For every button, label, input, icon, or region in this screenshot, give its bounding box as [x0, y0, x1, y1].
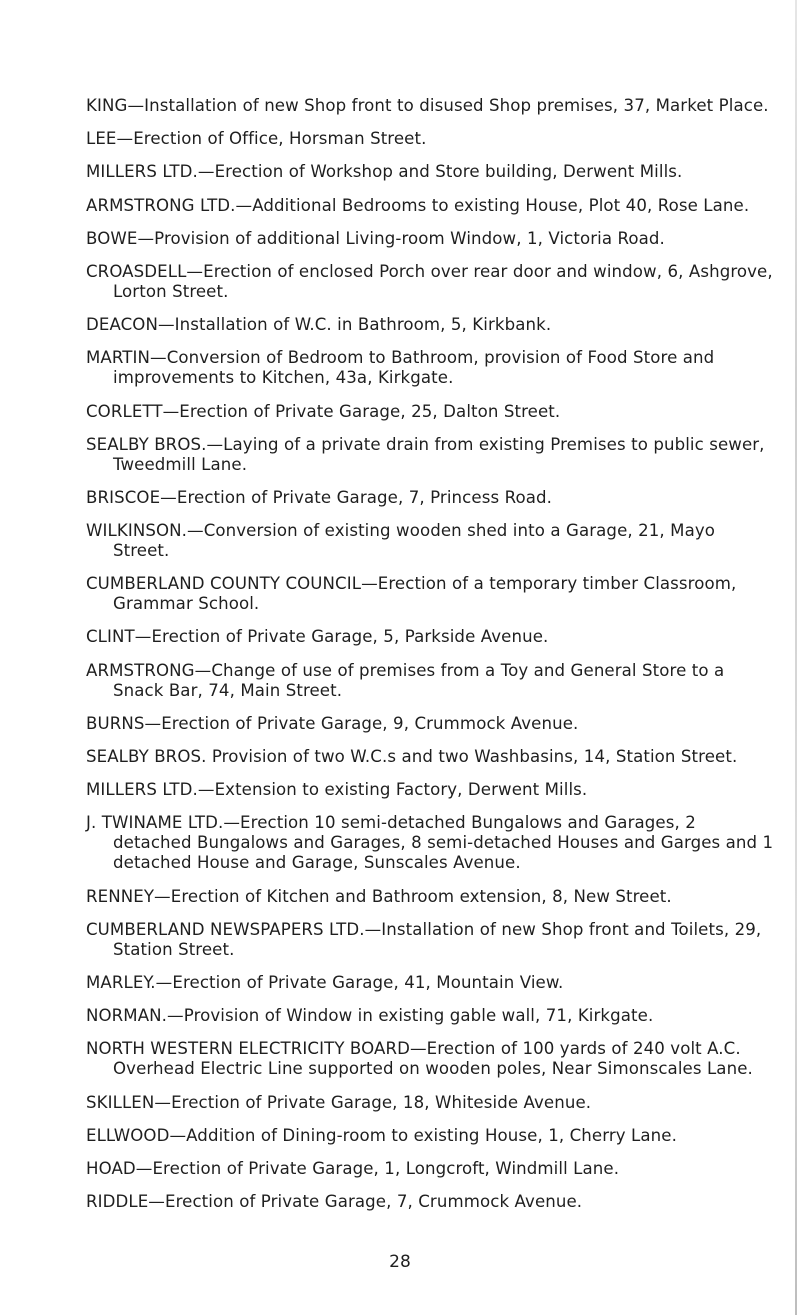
- list-item: DEACON—Installation of W.C. in Bathroom, 5, Kirkbank.: [86, 315, 552, 335]
- list-item: HOAD—Erection of Private Garage, 1, Longcroft, Windmill Lane.: [86, 1158, 620, 1178]
- list-item: CROASDELL—Erection of enclosed Porch over rear door and window, 6, Ashgrove, Lorton Street.: [86, 261, 773, 301]
- list-item: WILKINSON.—Conversion of existing wooden shed into a Garage, 21, Mayo Street.: [86, 521, 716, 561]
- list-item: CORLETT—Erection of Private Garage, 25, Dalton Street.: [86, 401, 561, 421]
- list-item: NORTH WESTERN ELECTRICITY BOARD—Erection of 100 yards of 240 volt A.C. Overhead Electric Line supported on wooden poles, Near Simonscales Lane.: [86, 1039, 753, 1079]
- list-item: MILLERS LTD.—Erection of Workshop and Store building, Derwent Mills.: [86, 162, 683, 182]
- list-item: ARMSTRONG LTD.—Additional Bedrooms to existing House, Plot 40, Rose Lane.: [86, 195, 750, 215]
- list-item: J. TWINAME LTD.—Erection 10 semi-detached Bungalows and Garages, 2 detached Bungalows and Garages, 8 semi-detached Houses and Garges and 1 detached House and Garage, Sunscales Avenue.: [86, 813, 774, 873]
- list-item: MARTIN—Conversion of Bedroom to Bathroom, provision of Food Store and improvements to Kitchen, 43a, Kirkgate.: [86, 348, 715, 388]
- list-item: CLINT—Erection of Private Garage, 5, Parkside Avenue.: [86, 627, 549, 647]
- list-item: NORMAN.—Provision of Window in existing gable wall, 71, Kirkgate.: [86, 1006, 654, 1026]
- list-item: MILLERS LTD.—Extension to existing Factory, Derwent Mills.: [86, 780, 588, 800]
- list-item: CUMBERLAND NEWSPAPERS LTD.—Installation of new Shop front and Toilets, 29, Station Street.: [86, 919, 762, 959]
- list-item: RIDDLE—Erection of Private Garage, 7, Crummock Avenue.: [86, 1192, 583, 1212]
- list-item: BURNS—Erection of Private Garage, 9, Crummock Avenue.: [86, 713, 579, 733]
- list-item: RENNEY—Erection of Kitchen and Bathroom extension, 8, New Street.: [86, 886, 672, 906]
- page-number: 28: [389, 1252, 411, 1272]
- scan-edge-line: [795, 0, 797, 1315]
- list-item: ELLWOOD—Addition of Dining-room to existing House, 1, Cherry Lane.: [86, 1125, 677, 1145]
- list-item: SEALBY BROS. Provision of two W.C.s and two Washbasins, 14, Station Street.: [86, 747, 738, 766]
- list-item: ARMSTRONG—Change of use of premises from a Toy and General Store to a Snack Bar, 74, Main Street.: [86, 660, 725, 700]
- list-item: KING—Installation of new Shop front to disused Shop premises, 37, Market Place.: [86, 96, 769, 115]
- list-item: SEALBY BROS.—Laying of a private drain from existing Premises to public sewer, Tweedmill Lane.: [86, 434, 765, 474]
- planning-applications-list: [86, 96, 776, 1225]
- list-item: MARLEY.—Erection of Private Garage, 41, Mountain View.: [86, 972, 564, 992]
- list-item: BOWE—Provision of additional Living-room Window, 1, Victoria Road.: [86, 228, 665, 248]
- list-item: BRISCOE—Erection of Private Garage, 7, Princess Road.: [86, 487, 552, 507]
- list-item: CUMBERLAND COUNTY COUNCIL—Erection of a temporary timber Classroom, Grammar School.: [86, 574, 737, 614]
- list-item: LEE—Erection of Office, Horsman Street.: [86, 129, 427, 149]
- list-item: SKILLEN—Erection of Private Garage, 18, Whiteside Avenue.: [86, 1092, 592, 1112]
